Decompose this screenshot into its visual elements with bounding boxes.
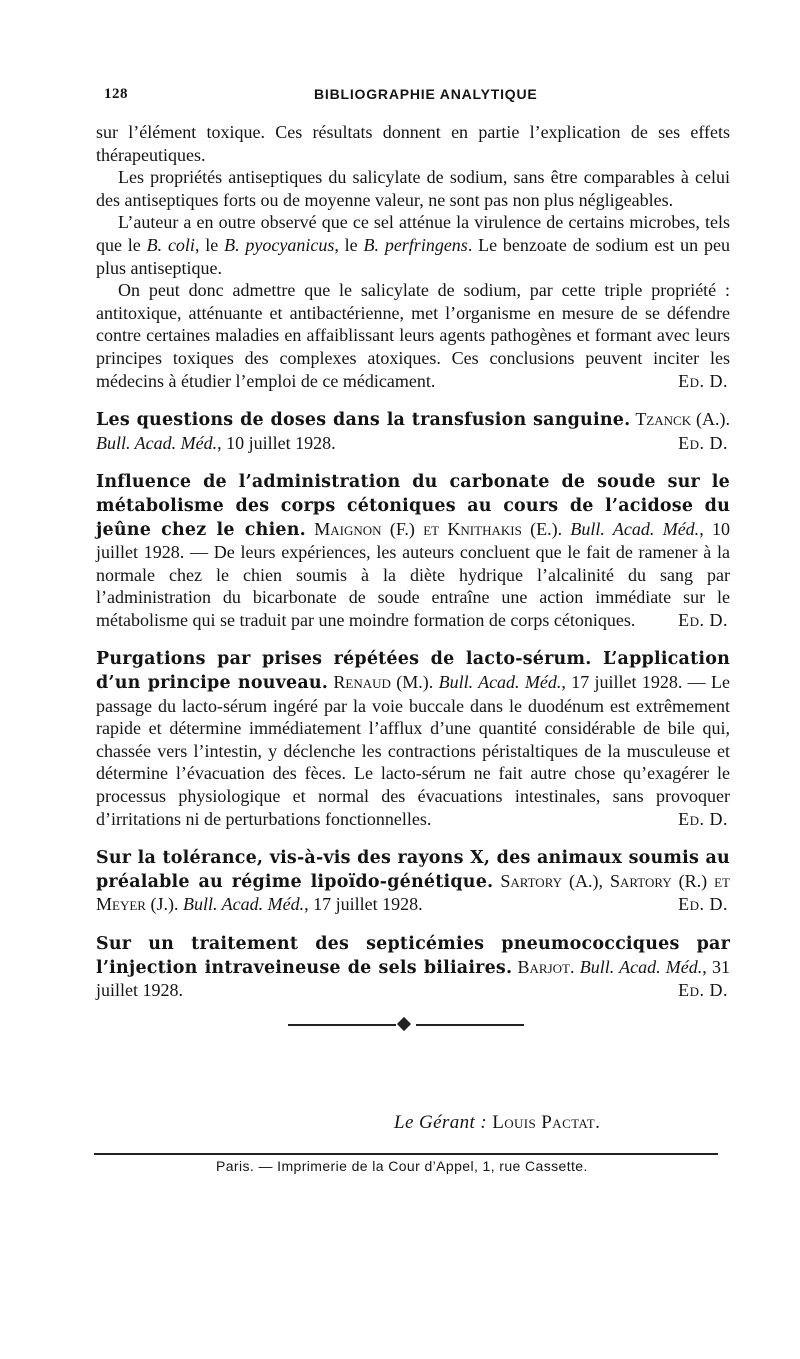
abstract-title: Sur un traitement des septicémies pneumococciques par l’injection intraveineuse de sels biliaires. <box>96 934 730 978</box>
abstract-text <box>96 408 730 454</box>
abstract-date: , 17 juillet 1928. <box>561 672 683 693</box>
editor-signature: Ed. D. <box>678 432 728 453</box>
abstract-title: Purgations par prises répétées de lacto-sérum. L’application d’un principe nouveau. <box>96 649 730 694</box>
bacterium-name-2: B. pyocyanicus <box>224 234 335 255</box>
abstract-entry <box>96 408 730 454</box>
editor-signature: Ed. D. <box>678 370 728 391</box>
abstract-source: Bull. Acad. Méd. <box>579 956 703 977</box>
editor-signature: Ed. D. <box>678 808 728 829</box>
abstract-source: Bull. Acad. Méd. <box>570 518 700 539</box>
abstract-authors: Renaud (M.). <box>333 672 434 693</box>
abstract-title: Sur la tolérance, vis-à-vis des rayons X, des animaux soumis au préalable au régime lipoïdo-génétique. <box>96 848 730 892</box>
abstract-text <box>96 470 730 631</box>
abstract-authors: Barjot. <box>517 956 575 977</box>
abstract-authors: Maignon (F.) et Knithakis (E.). <box>314 518 563 539</box>
printer-imprint: Paris. — Imprimerie de la Cour d’Appel, 1, rue Cassette. <box>216 1158 588 1174</box>
paragraph-3-sep-1: , le <box>194 234 225 255</box>
abstract-body: — De leurs expériences, les auteurs concluent que le fait de ramener à la normale chez le chien soumis à la diète hydrique l’alcalinité du sang par l’administration du bicarbonate de soude entraîne une action immédiate sur le métabolisme qui se traduit par une moindre formation de corps cétoniques. <box>96 542 730 630</box>
abstract-entry <box>96 846 730 916</box>
abstract-source: Bull. Acad. Méd. <box>438 672 562 693</box>
abstract-authors: Tzanck (A.). <box>635 409 731 430</box>
page-header <box>96 82 730 110</box>
ornament-line-left <box>288 1024 396 1026</box>
diamond-icon <box>397 1017 411 1031</box>
editor-signature: Ed. D. <box>678 894 728 915</box>
footer-rule <box>94 1153 718 1155</box>
paragraph-2: Les propriétés antiseptiques du salicylate de sodium, sans être comparables à celui des antiseptiques forts ou de moyenne valeur, ne sont pas non plus négligeables. <box>96 167 730 210</box>
paragraph-3-text-c: . Le benzoate de sodium est un peu plus antiseptique. <box>96 234 730 278</box>
abstract-date: , 31 juillet 1928. <box>96 956 731 1001</box>
gerant-label: Le Gérant : <box>394 1112 488 1133</box>
section-ornament <box>288 1019 524 1031</box>
bacterium-name-3: B. perfringens <box>363 234 468 255</box>
bacterium-name-1: B. coli <box>146 234 195 255</box>
gerant-line <box>394 1112 600 1134</box>
abstract-entry <box>96 470 730 631</box>
editor-signature: Ed. D. <box>678 980 728 1001</box>
abstract-date: , 10 juillet 1928. <box>217 432 336 453</box>
page-number: 128 <box>104 86 128 102</box>
paragraph-4-text: On peut donc admettre que le salicylate de sodium, par cette triple propriété : antitoxique, atténuante et antibactérienne, met l’organisme en mesure de se défendre contre certaines maladies en affaiblissant leurs agents pathogènes et formant avec leurs principes toxiques des complexes atoxiques. Ces conclusions peuvent inciter les médecins à étudier l’emploi de ce médicament. <box>96 280 730 391</box>
editor-signature: Ed. D. <box>678 609 728 630</box>
ornament-line-right <box>416 1024 524 1026</box>
gerant-name: Louis Pactat. <box>492 1112 601 1133</box>
abstract-title: Les questions de doses dans la transfusion sanguine. <box>96 410 631 431</box>
abstract-source: Bull. Acad. Méd. <box>182 894 305 915</box>
abstract-authors: Sartory (A.), Sartory (R.) et Meyer (J.). <box>96 870 730 915</box>
abstract-entry <box>96 932 730 1002</box>
page-body <box>96 82 730 1002</box>
abstract-date: , 10 juillet 1928. <box>96 518 730 563</box>
abstract-text <box>96 932 730 1002</box>
running-title: BIBLIOGRAPHIE ANALYTIQUE <box>314 86 538 102</box>
abstract-entry <box>96 647 730 830</box>
paragraph-1: sur l’élément toxique. Ces résultats donnent en partie l’explication de ses effets thérapeutiques. <box>96 122 730 165</box>
paragraph-4 <box>96 279 730 392</box>
paragraph-3-text-a: L’auteur a en outre observé que ce sel atténue la virulence de certains microbes, tels que le <box>96 212 730 255</box>
abstract-body: — Le passage du lacto-sérum ingéré par la voie buccale dans le duodénum est extrêmement rapide et détermine immédiatement l’afflux d’une quantité considérable de bile qui, chassée vers l’intestin, y déclenche les contractions péristaltiques de la musculeuse et détermine l’évacuation des fèces. Le lacto-sérum ne fait autre chose qu’exagérer le processus physiologique et normal des évacuations intestinales, sans provoquer d’irritations ni de perturbations fonctionnelles. <box>96 672 730 829</box>
abstract-text <box>96 846 730 916</box>
abstract-source: Bull. Acad. Méd. <box>96 432 218 453</box>
paragraph-3 <box>96 211 730 279</box>
abstract-title: Influence de l’administration du carbonate de soude sur le métabolisme des corps cétoniques au cours de l’acidose du jeûne chez le chien. <box>96 472 730 540</box>
abstract-date: , 17 juillet 1928. <box>304 894 423 915</box>
article-text <box>96 121 730 1002</box>
abstract-text <box>96 647 730 830</box>
paragraph-3-sep-2: , le <box>334 234 364 255</box>
